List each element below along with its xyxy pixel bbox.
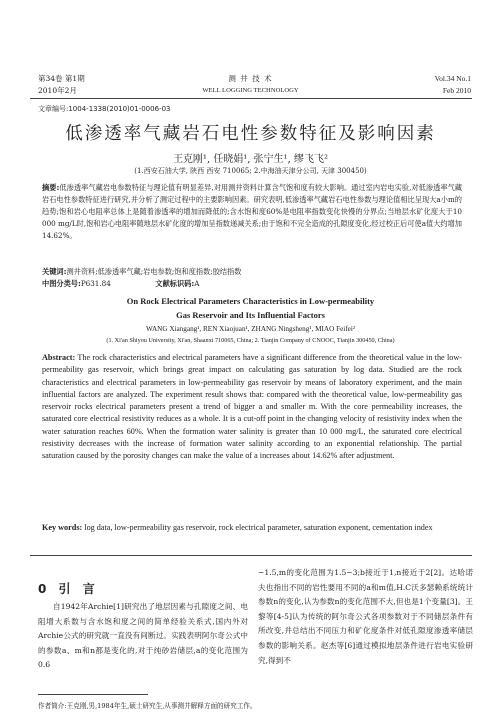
authors-cn: 王克刚¹, 任晓娟¹, 张宁生¹, 缪飞飞² [172,154,329,165]
abstract-cn [42,182,462,242]
header-volume-en: Vol.34 No.1 [434,74,471,83]
section-heading-intro: 0 引 言 [38,582,99,596]
clc-label: 中图分类号: [42,279,81,288]
header-date-cn: 2010年2月 [38,86,77,95]
footnote: 作者简介:王克刚,男,1984年生,硕士研究生,从事测井解释方面的研究工作。 [38,702,257,710]
abstract-en-label: Abstract: [42,353,76,362]
keywords-cn-label: 关键词: [42,267,67,276]
clc-value: P631.84 [80,279,111,288]
doc-code-value: A [194,279,200,288]
intro-left-column: 自1942年Archie[1]研究出了地层因素与孔隙度之间、电阻增大系数与含水饱和度之间的简单经验关系式,国内外对Archie公式的研究就一直没有间断过。实践表明阿尔奇公式中的参数a、m和n都是变化的,对于纯砂岩储层,a的变化范围为0.6 [38,602,248,670]
authors-en: WANG Xiangang¹, REN Xiaojuan¹, ZHANG Ningsheng¹, MIAO Feifei² [145,325,356,333]
doc-code-label: 文献标识码: [155,279,195,288]
keywords-cn [42,266,462,278]
keywords-en-label: Key words: [42,523,83,532]
footnote-rule [38,694,148,695]
header-journal-en: WELL LOGGING TECHNOLOGY [202,87,299,94]
classification-line [42,278,462,290]
affiliation-cn: (1.西安石油大学, 陕西 西安 710065; 2.中海油天津分公司, 天津 300450) [134,167,367,175]
header-journal-cn: 测 井 技 术 [228,74,273,83]
abstract-rule [30,555,472,556]
intro-right-column: ~1.5,m的变化范围为1.5~3;b接近于1,n接近于2[2]。达哈诺夫也指出不同的岩性要用不同的a和m值,H.C沃多瑟赖系统统计参数n的变化,认为参数n的变化范围不大,但也是1个变量[3]。王黎等[4-5]认为传统的阿尔奇公式各项参数对于不同储层条件有所改变,并总结出不同压力和矿化度条件对低孔隙度渗透率储层参数的影响关系。赵杰等[6]通过模拟地层条件进行岩电实验研究,得到不 [258,568,473,665]
keywords-cn-text: 测井资料;低渗透率气藏;岩电参数;饱和度指数;胶结指数 [66,267,242,276]
abstract-en [42,352,462,463]
abstract-cn-label: 摘要: [42,183,60,192]
article-id: 文章编号:1004-1338(2010)01-0006-03 [38,105,171,113]
title-cn: 低渗透率气藏岩石电性参数特征及影响因素 [65,124,436,144]
abstract-en-text: The rock characteristics and electrical parameters have a significant difference from the theoretical value in the low-permeability gas reservoir, which brings great impact on calculating gas saturation by log data. Studied are the rock characteristics and electrical parameters in low-permeability gas reservoir by means of laboratory experiment, and the main influential factors are analyzed. The experiment result shows that: compared with the theoretical value, low-permeability gas reservoir rocks electrical parameters present a trend of bigger a and smaller m. With the core permeability increases, the saturated core electrical resistivity reduces as a whole. It is a cut-off point in the changing velocity of resistivity index when the water saturation reaches 60%. When the formation water salinity is greater than 10 000 mg/L, the saturated core electrical resistivity decreases with the increase of formation water salinity according to an exponential relationship. The partial saturation caused by the porosity changes can make the value of a increases about 14.62% after adjustment. [42,353,462,461]
keywords-en-text: log data, low-permeability gas reservoir, rock electrical parameter, saturation exponent, cementation index [84,523,433,532]
header-volume-cn: 第34卷 第1期 [38,74,85,83]
title-en: On Rock Electrical Parameters Characteristics in Low-permeability [126,296,375,306]
title-en-line2: Gas Reservoir and Its Influential Factors [176,310,325,320]
abstract-cn-text: 低渗透率气藏岩电参数特征与理论值有明显差异,对用测井资料计算含气饱和度有较大影响。通过室内岩电实验,对低渗透率气藏岩石电性参数特征进行研究,并分析了测定过程中的主要影响因素。研究表明,低渗透率气藏岩石电性参数与理论值相比呈现大a小m的趋势;饱和岩心电阻率总体上是随着渗透率的增加而降低的;含水饱和度60%是电阻率指数变化快慢的分界点;当地层水矿化度大于10 000 mg/L时,饱和岩心电阻率随地层水矿化度的增加呈指数递减关系;由于饱和不完全造成的孔隙度变化,经过校正后可使a值大约增加14.62%。 [42,183,463,240]
header-date-en: Feb 2010 [442,86,471,95]
keywords-en [42,522,462,534]
affiliation-en: (1. Xi'an Shiyou University, Xi'an, Shaanxi 710065, China; 2. Tianjin Company of CNOOC, Tianjin 300450, China) [106,337,395,344]
header-rule [30,98,472,99]
